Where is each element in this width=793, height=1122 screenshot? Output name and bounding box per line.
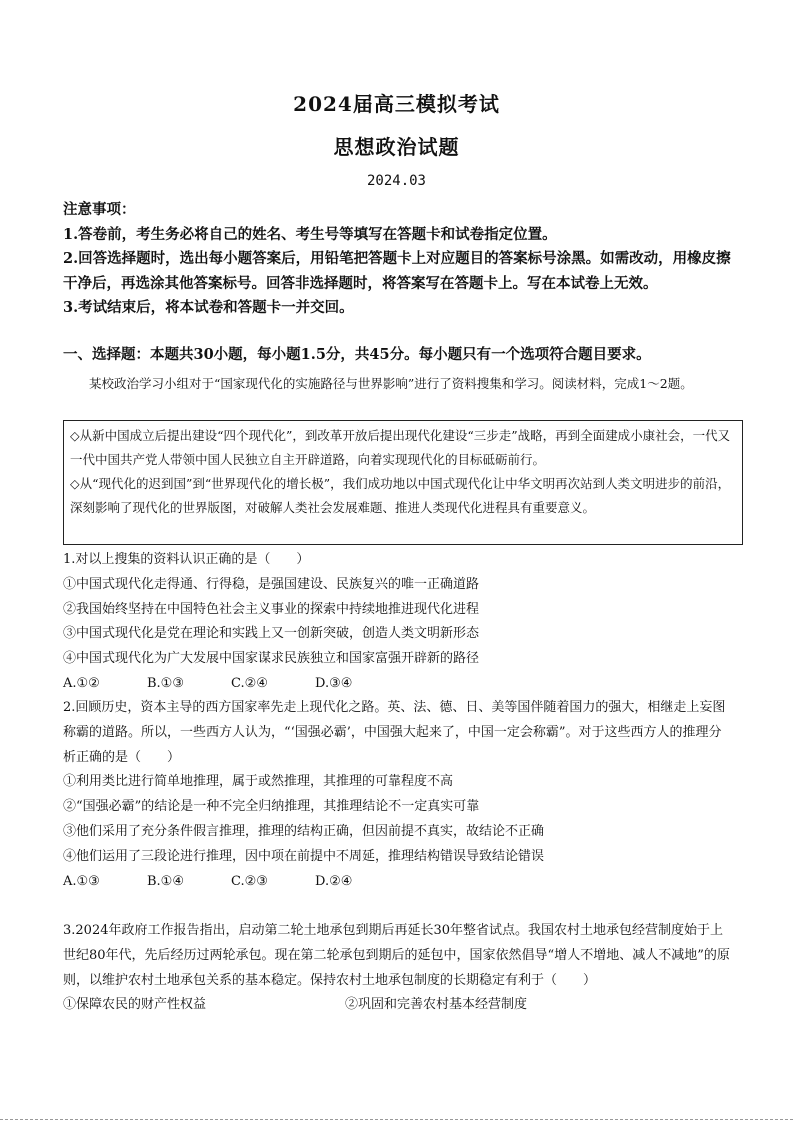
exam-date: 2024.03 [366, 173, 426, 189]
option-d: D.②④ [315, 873, 353, 889]
statement: ①利用类比进行简单地推理，属于或然推理，其推理的可靠程度不高 [63, 774, 454, 790]
material-paragraph: ◇从新中国成立后提出建设“四个现代化”，到改革开放后提出现代化建设“三步走”战略，再到全面建成小康社会，一代又一代中国共产党人带领中国人民独立自主开辟道路，向着实现现代化的目标砥砺前行。 [70, 428, 731, 467]
statement: ④他们运用了三段论进行推理，因中项在前提中不周延，推理结构错误导致结论错误 [63, 848, 545, 864]
question-1 [63, 548, 733, 697]
option-d: D.③④ [315, 675, 353, 691]
option-c: C.②④ [231, 675, 268, 691]
option-c: C.②③ [231, 873, 268, 889]
material-paragraph: ◇从“现代化的迟到国”到“世界现代化的增长极”，我们成功地以中国式现代化让中华文明再次站到人类文明进步的前沿，深刻影响了现代化的世界版图，对破解人类社会发展难题、推进人类现代化进程具有重要意义。 [70, 476, 731, 515]
statement: ④中国式现代化为广大发展中国家谋求民族独立和国家富强开辟新的路径 [63, 651, 480, 667]
question-stem: 2.回顾历史，资本主导的西方国家率先走上现代化之路。英、法、德、日、美等国伴随着国力的强大，相继走上妄图称霸的道路。所以，一些西方人认为，“‘国强必霸’，中国强大起来了，中国一定会称霸”。对于这些西方人的推理分析正确的是（ ） [63, 700, 726, 765]
material-intro [63, 373, 733, 395]
answer-options [63, 672, 733, 697]
page-bottom-rule [0, 1119, 793, 1120]
note-item: 3.考试结束后，将本试卷和答题卡一并交回。 [63, 299, 354, 317]
note-item: 2.回答选择题时，选出每小题答案后，用铅笔把答题卡上对应题目的答案标号涂黑。如需改动，用橡皮擦干净后，再选涂其他答案标号。回答非选择题时，将答案写在答题卡上。写在本试卷上无效。 [63, 250, 731, 292]
option-b: B.①④ [147, 873, 184, 889]
option-a: A.①③ [63, 873, 100, 889]
statement: ①中国式现代化走得通、行得稳，是强国建设、民族复兴的唯一正确道路 [63, 576, 480, 592]
material-box [63, 420, 743, 545]
statement: ③中国式现代化是党在理论和实践上又一创新突破，创造人类文明新形态 [63, 626, 480, 642]
statement: ②我国始终坚持在中国特色社会主义事业的探索中持续地推进现代化进程 [63, 601, 480, 617]
statement: ③他们采用了充分条件假言推理，推理的结构正确，但因前提不真实，故结论不正确 [63, 823, 545, 839]
option-a: A.①② [63, 675, 100, 691]
exam-notes [63, 198, 733, 321]
note-item: 1.答卷前，考生务必将自己的姓名、考生号等填写在答题卡和试卷指定位置。 [63, 225, 557, 243]
statement: ①保障农民的财产性权益 [63, 997, 207, 1013]
notes-heading: 注意事项： [63, 201, 136, 218]
question-2 [63, 696, 733, 894]
question-3 [63, 919, 733, 1018]
statement: ②巩固和完善农村基本经营制度 [345, 997, 528, 1013]
answer-options [63, 870, 733, 895]
question-stem: 1.对以上搜集的资料认识正确的是（ ） [63, 552, 310, 567]
section-heading: 一、选择题：本题共30小题，每小题1.5分，共45分。每小题只有一个选项符合题目要求。 [63, 346, 651, 363]
statement-row [63, 993, 733, 1018]
material-intro-text: 某校政治学习小组对于“国家现代化的实施路径与世界影响”进行了资料搜集和学习。阅读材料，完成1～2题。 [89, 376, 693, 391]
statement: ②“国强必霸”的结论是一种不完全归纳推理，其推理结论不一定真实可靠 [63, 799, 480, 815]
option-b: B.①③ [147, 675, 184, 691]
exam-subject: 思想政治试题 [333, 135, 460, 159]
question-stem: 3.2024年政府工作报告指出，启动第二轮土地承包到期后再延长30年整省试点。我国农村土地承包经营制度始于上世纪80年代，先后经历过两轮承包。现在第二轮承包到期后的延包中，国家依然倡导“增人不增地、减人不减地”的原则，以维护农村土地承包关系的基本稳定。保持农村土地承包制度的长期稳定有利于（ ） [63, 923, 730, 988]
exam-title: 2024届高三模拟考试 [293, 92, 500, 116]
